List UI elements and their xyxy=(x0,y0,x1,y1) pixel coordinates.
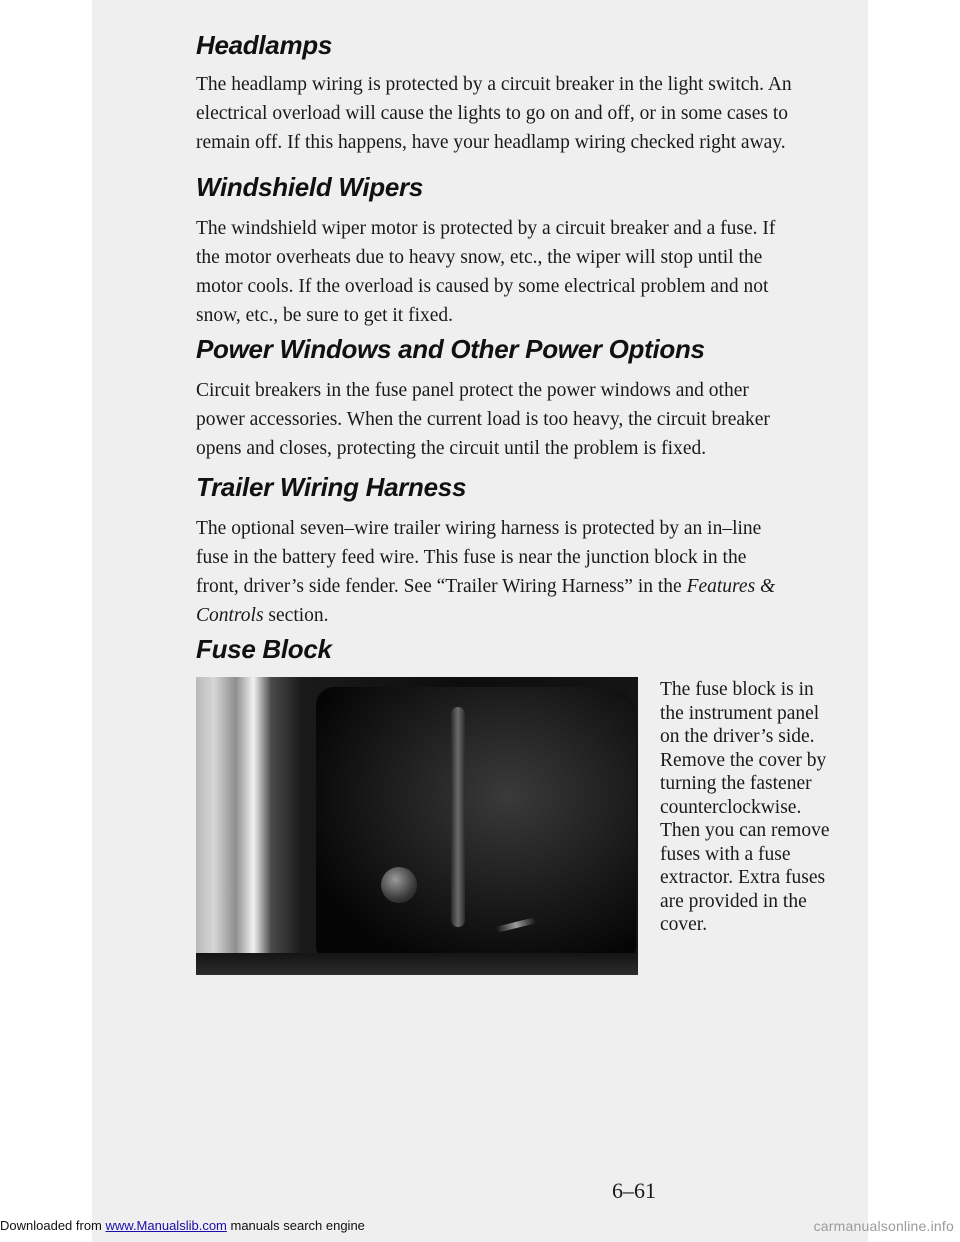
right-margin xyxy=(868,0,960,1242)
line: fuse in the battery feed wire. This fuse is near the junction block in the xyxy=(196,547,747,568)
caption-line: extractor. Extra fuses xyxy=(660,867,826,888)
cover-edge-shape xyxy=(451,707,465,927)
footer-prefix: Downloaded from xyxy=(0,1218,106,1233)
line: The windshield wiper motor is protected by a circuit breaker and a fuse. If xyxy=(196,218,776,239)
heading-windshield-wipers: Windshield Wipers xyxy=(196,172,424,202)
line: The headlamp wiring is protected by a circuit breaker in the light switch. An xyxy=(196,74,792,95)
watermark: carmanualsonline.info xyxy=(813,1218,954,1234)
line: electrical overload will cause the lights to go on and off, or in some cases to xyxy=(196,103,789,124)
caption-line: counterclockwise. xyxy=(660,796,802,818)
paragraph-power-windows xyxy=(196,376,876,463)
heading-fuse-block: Fuse Block xyxy=(196,634,332,664)
page-number: 6–61 xyxy=(612,1178,656,1203)
line: front, driver’s side fender. See “Trailer Wiring Harness” in the Features & xyxy=(196,576,776,597)
caption-line: The fuse block is in xyxy=(660,679,814,700)
caption-line: turning the fastener xyxy=(660,773,812,794)
caption-line: cover. xyxy=(660,914,708,935)
manual-page xyxy=(92,0,868,1242)
line: The optional seven–wire trailer wiring harness is protected by an in–line xyxy=(196,518,762,539)
caption-line: are provided in the xyxy=(660,890,807,912)
fuse-block-caption xyxy=(660,678,870,937)
caption-line: on the driver’s side. xyxy=(660,726,815,747)
caption-line: fuses with a fuse xyxy=(660,843,791,865)
download-footer xyxy=(0,1218,365,1233)
line: Controls section. xyxy=(196,605,329,626)
line: the motor overheats due to heavy snow, etc., the wiper will stop until the xyxy=(196,247,763,268)
manualslib-link[interactable]: www.Manualslib.com xyxy=(105,1218,227,1233)
line: Circuit breakers in the fuse panel protect the power windows and other xyxy=(196,380,749,401)
line: opens and closes, protecting the circuit until the problem is fixed. xyxy=(196,438,707,459)
heading-trailer-wiring-harness: Trailer Wiring Harness xyxy=(196,472,467,502)
caption-line: Remove the cover by xyxy=(660,749,827,771)
fastener-shape xyxy=(381,867,417,903)
footer-suffix: manuals search engine xyxy=(226,1218,365,1233)
left-margin xyxy=(0,0,92,1242)
photo-bottom-band xyxy=(196,953,638,975)
heading-headlamps: Headlamps xyxy=(196,30,333,60)
fuse-block-photo xyxy=(196,677,638,975)
caption-line: the instrument panel xyxy=(660,702,820,724)
paragraph-trailer-wiring-harness xyxy=(196,514,876,630)
paragraph-headlamps xyxy=(196,70,876,157)
line: motor cools. If the overload is caused by some electrical problem and not xyxy=(196,276,769,297)
line: snow, etc., be sure to get it fixed. xyxy=(196,305,454,326)
line: remain off. If this happens, have your headlamp wiring checked right away. xyxy=(196,132,786,153)
instrument-panel-shape xyxy=(316,687,636,957)
line: power accessories. When the current load is too heavy, the circuit breaker xyxy=(196,409,770,430)
heading-power-windows: Power Windows and Other Power Options xyxy=(196,334,705,364)
caption-line: Then you can remove xyxy=(660,820,830,841)
paragraph-windshield-wipers xyxy=(196,214,876,330)
